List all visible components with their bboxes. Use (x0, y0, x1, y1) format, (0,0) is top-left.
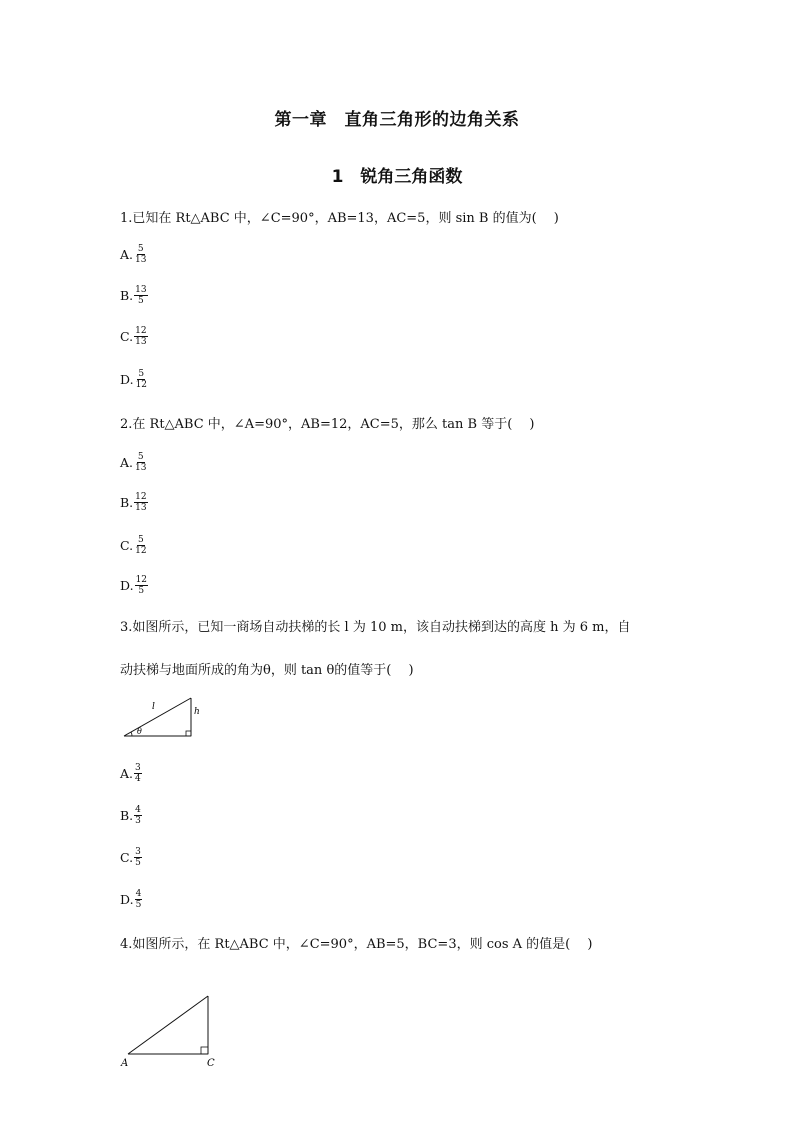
denominator: 4 (135, 774, 141, 784)
fraction (135, 575, 148, 596)
right-angle-mark (201, 1047, 208, 1054)
question-3-text-line1: 3.如图所示，已知一商场自动扶梯的长 l 为 10 m，该自动扶梯到达的高度 h 为 6 m，自 (120, 620, 631, 635)
numerator: 13 (135, 285, 147, 295)
denominator: 12 (135, 380, 148, 390)
denominator: 13 (135, 255, 147, 265)
q1-option-b[interactable] (120, 285, 148, 306)
denominator: 12 (135, 546, 147, 556)
fraction (135, 889, 143, 910)
label-h: h (194, 707, 200, 717)
denominator: 5 (138, 296, 144, 306)
label-c: C (207, 1058, 215, 1069)
option-letter: B. (120, 288, 134, 303)
numerator: 12 (135, 575, 148, 585)
question-1-text: 1.已知在 Rt△ABC 中，∠C=90°，AB=13，AC=5，则 sin B 的值为( ) (120, 211, 559, 226)
fraction (134, 244, 147, 265)
fraction (134, 805, 142, 826)
option-letter: B. (120, 495, 134, 510)
angle-arc (131, 732, 132, 736)
section-title: 1 锐角三角函数 (331, 167, 463, 187)
escalator-figure (118, 696, 208, 742)
q3-option-b[interactable] (120, 805, 142, 826)
numerator: 3 (135, 847, 141, 857)
denominator: 13 (135, 463, 147, 473)
option-letter: D. (120, 372, 134, 387)
numerator: 4 (135, 889, 142, 899)
q3-option-a[interactable] (120, 763, 142, 784)
numerator: 5 (137, 244, 144, 254)
option-letter: A. (120, 455, 134, 470)
label-l: l (152, 702, 155, 712)
q2-option-b[interactable] (120, 492, 148, 513)
option-letter: D. (120, 892, 134, 907)
q2-option-d[interactable] (120, 575, 148, 596)
q3-option-d[interactable] (120, 889, 142, 910)
numerator: 5 (137, 452, 144, 462)
fraction (134, 326, 147, 347)
fraction (134, 492, 147, 513)
numerator: 3 (135, 763, 141, 773)
numerator: 12 (135, 326, 147, 336)
numerator: 4 (135, 805, 141, 815)
q3-option-c[interactable] (120, 847, 142, 868)
chapter-title: 第一章 直角三角形的边角关系 (274, 110, 520, 130)
option-letter: B. (120, 808, 134, 823)
fraction (134, 285, 147, 306)
fraction (134, 847, 142, 868)
q1-option-c[interactable] (120, 326, 148, 347)
right-angle-mark (186, 731, 191, 736)
denominator: 5 (138, 586, 145, 596)
denominator: 5 (135, 900, 142, 910)
question-3-text-line2: 动扶梯与地面所成的角为θ，则 tan θ的值等于( ) (120, 663, 414, 678)
side-ab (128, 996, 208, 1054)
denominator: 13 (135, 337, 147, 347)
q2-option-c[interactable] (120, 535, 148, 556)
question-4-text: 4.如图所示，在 Rt△ABC 中，∠C=90°，AB=5，BC=3，则 cos A 的值是( ) (120, 937, 593, 952)
option-letter: D. (120, 578, 134, 593)
denominator: 3 (135, 816, 141, 826)
option-letter: C. (120, 850, 134, 865)
fraction (134, 535, 147, 556)
escalator-line (124, 698, 191, 736)
label-theta: θ (137, 727, 142, 736)
q2-option-a[interactable] (120, 452, 147, 473)
option-letter: A. (120, 247, 134, 262)
label-a: A (121, 1058, 129, 1069)
fraction (134, 452, 147, 473)
denominator: 5 (135, 858, 141, 868)
fraction (134, 763, 142, 784)
q1-option-d[interactable] (120, 369, 148, 390)
q1-option-a[interactable] (120, 244, 147, 265)
option-letter: A. (120, 766, 134, 781)
option-letter: C. (120, 538, 134, 553)
fraction (135, 369, 148, 390)
triangle-abc-figure (115, 990, 225, 1070)
option-letter: C. (120, 329, 134, 344)
numerator: 5 (137, 535, 144, 545)
numerator: 5 (138, 369, 145, 379)
denominator: 13 (135, 503, 147, 513)
question-2-text: 2.在 Rt△ABC 中，∠A=90°，AB=12，AC=5，那么 tan B 等于( ) (120, 417, 535, 432)
numerator: 12 (135, 492, 147, 502)
